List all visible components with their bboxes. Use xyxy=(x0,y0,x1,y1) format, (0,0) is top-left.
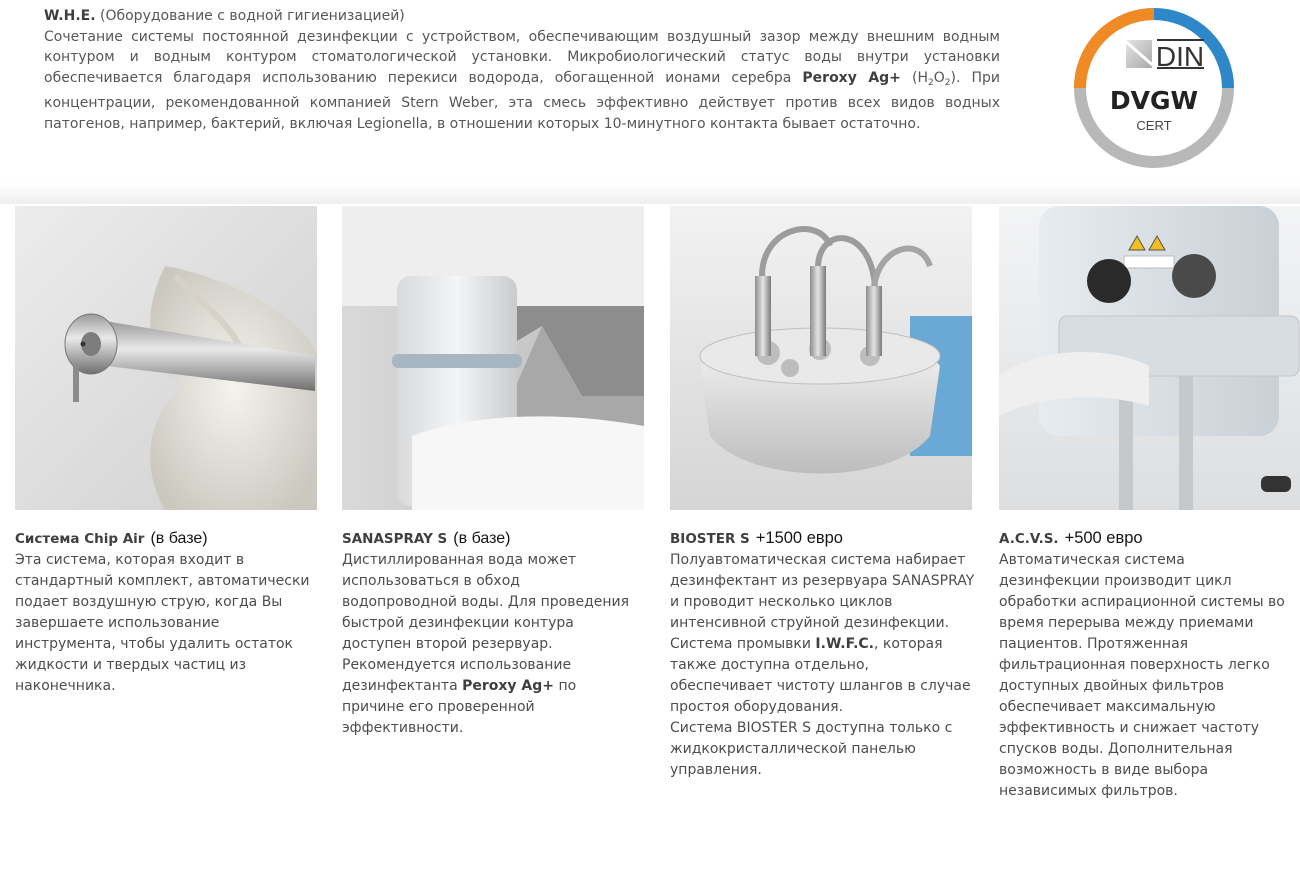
sanaspray-peroxy: Peroxy Ag+ xyxy=(462,678,555,694)
bioster-title: BIOSTER S xyxy=(670,531,750,547)
formula-part-a: (H xyxy=(912,69,928,86)
intro-text-part1: Сочетание системы постоянной дезинфекции с устройством, обеспечивающим воздушный зазор между внешним водным контуром и водным контуром стоматологической установки. Микробиологический статус воды внутри установки обеспечивается благодаря использованию перекиси водорода, обогащенной ионами серебра xyxy=(44,28,1000,86)
intro-title: W.H.E. xyxy=(44,8,96,24)
formula-part-c: ). xyxy=(950,69,961,86)
chip-air-heading xyxy=(15,528,325,550)
sanaspray-tag: (в базе) xyxy=(453,530,511,547)
badge-dvgw-text: DVGW xyxy=(1109,86,1199,115)
chip-air-description xyxy=(15,528,325,697)
sanaspray-text xyxy=(342,550,634,739)
bioster-image xyxy=(670,206,972,510)
badge-cert-text: CERT xyxy=(1136,118,1172,133)
badge-din-text: DIN xyxy=(1155,41,1205,72)
acvs-image xyxy=(999,206,1300,510)
bioster-text-a: Полуавтоматическая система набирает дезинфектант из резервуара SANASPRAY и проводит несколько циклов интенсивной струйной дезинфекции. Система промывки xyxy=(670,552,975,652)
intro-section xyxy=(44,6,1000,134)
intro-peroxy: Peroxy Ag+ xyxy=(802,69,901,86)
bioster-heading xyxy=(670,528,980,550)
acvs-text: Автоматическая система дезинфекции производит цикл обработки аспирационной системы во время перерыва между приемами пациентов. Протяженная фильтрационная поверхность легко доступных двойных фильтров обеспечивает максимальную эффективность и снижает частоту спусков воды. Дополнительная возможность в виде выбора независимых фильтров. xyxy=(999,552,1285,799)
chip-air-text: Эта система, которая входит в стандартный комплект, автоматически подает воздушную струю, когда Вы завершаете использование инструмента, чтобы удалить остаток жидкости и твердых частиц из наконечника. xyxy=(15,552,310,694)
acvs-description xyxy=(999,528,1300,802)
sanaspray-heading xyxy=(342,528,652,550)
bioster-text-b: , которая также доступна отдельно, обеспечивает чистоту шлангов в случае простоя оборудования. xyxy=(670,636,971,715)
divider-band xyxy=(0,182,1300,204)
acvs-price: +500 евро xyxy=(1064,529,1143,547)
formula-sub1: 2 xyxy=(928,77,934,88)
chip-air-handpiece-image xyxy=(15,206,317,510)
bioster-text xyxy=(670,550,975,718)
h2o2-formula xyxy=(912,70,960,86)
acvs-title: A.C.V.S. xyxy=(999,531,1059,547)
intro-paragraph xyxy=(44,27,1000,135)
bioster-price: +1500 евро xyxy=(755,529,843,547)
sanaspray-text-a: Дистиллированная вода может использоваться в обход водопроводной воды. Для проведения быстрой дезинфекции контура доступен второй резервуар. Рекомендуется использование дезинфектанта xyxy=(342,552,630,694)
acvs-heading xyxy=(999,528,1300,550)
cert-badge-graphic xyxy=(1064,0,1244,180)
bioster-iwfc: I.W.F.C. xyxy=(815,636,874,652)
formula-part-b: O xyxy=(933,69,945,86)
din-dvgw-cert-badge xyxy=(1064,0,1244,180)
formula-sub2: 2 xyxy=(944,77,951,88)
bioster-description xyxy=(670,528,980,781)
sanaspray-description xyxy=(342,528,652,739)
chip-air-tag: (в базе) xyxy=(150,530,208,547)
intro-text-part2: При концентрации, рекомендованной компанией Stern Weber, эта смесь эффективно действует против всех видов водных патогенов, например, бактерий, включая Legionella, в отношении которых 10-минутного контакта бывает остаточно. xyxy=(44,69,1001,132)
sanaspray-image xyxy=(342,206,644,510)
chip-air-title: Система Chip Air xyxy=(15,531,145,547)
intro-heading xyxy=(44,6,1000,27)
sanaspray-text-b: по причине его проверенной эффективности. xyxy=(342,678,577,736)
bioster-text-extra: Система BIOSTER S доступна только с жидкокристаллической панелью управления. xyxy=(670,720,953,778)
sanaspray-title: SANASPRAY S xyxy=(342,531,448,547)
intro-title-paren: (Оборудование с водной гигиенизацией) xyxy=(100,8,405,24)
